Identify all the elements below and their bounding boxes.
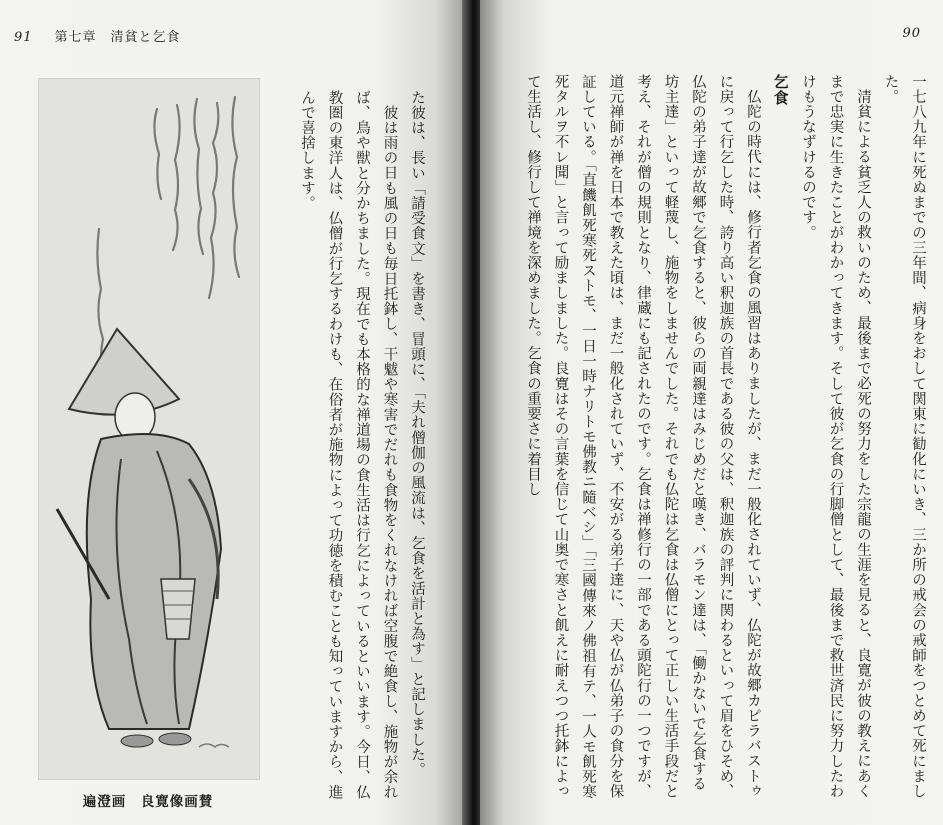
left-page-header bbox=[14, 26, 181, 45]
paragraph: 仏陀の時代には、修行者乞食の風習はありましたが、まだ一般化されていず、仏陀が故郷カピラバストゥに戻って行乞した時、誇り高い釈迦族の首長である彼の父は、釈迦族の評判に関わるといって眉をひそめ、仏陀の弟子達が故郷で乞食すると、彼らの両親達はみじめだと嘆き、バラモン達は、「働かないで乞食する坊主達」といって軽蔑し、施物をしませんでした。それでも仏陀は乞食は仏僧にとって正しい生活手段だと考え、それが僧の規則となり、律蔵にも記されたのです。乞食は禅修行の一部である頭陀行の一つですが、道元禅師が禅を日本で教えた頃は、まだ一般化されていず、不安がる弟子達に、天や仏が仏弟子の食分を保証している。「直饑飢死寒死ストモ、一日一時ナリトモ佛教ニ隨ベシ」「三國傳來ノ佛祖有テ、一人モ飢死寒死タルヲ不レ聞」と言って励ましました。良寛はその言葉を信じて山奥で寒さと飢えに耐えつつ托鉢によって生活し、修行して禅境を深めました。乞食の重要さに着目し bbox=[525, 74, 761, 800]
portrait-illustration bbox=[38, 78, 260, 780]
right-body-text bbox=[519, 74, 932, 804]
paragraph: た彼は、長い「請受食文」を書き、冒頭に、「夫れ僧伽の風流は、乞食を活計と為す」と記しました。 bbox=[409, 90, 425, 778]
left-page-number: 91 bbox=[14, 30, 33, 45]
left-page bbox=[0, 0, 468, 825]
illustration-caption: 遍澄画 良寛像画賛 bbox=[82, 794, 214, 810]
chapter-title: 第七章 清貧と乞食 bbox=[54, 30, 181, 45]
right-page bbox=[480, 0, 943, 825]
paragraph: 彼は雨の日も風の日も毎日托鉢し、干魃や寒害でだれも食物をくれなければ空腹で絶食し、施物が余れば、鳥や獣と分かちました。現在でも本格的な禅道場の食生活は行乞によっているといいます。今日、仏教圏の東洋人は、仏僧が行乞するわけも、在俗者が施物によって功徳を積むことも知っていますから、進んで喜捨します。 bbox=[299, 90, 398, 800]
right-page-number: 90 bbox=[902, 26, 921, 41]
right-page-header bbox=[902, 26, 921, 41]
section-heading: 乞食 bbox=[771, 74, 790, 106]
left-body-text bbox=[293, 90, 431, 800]
paragraph: 一七八九年に死ぬまでの三年間、病身をおして関東に勧化にいき、三か所の戒会の戒師をつとめて死にました。 bbox=[882, 74, 926, 799]
paragraph: 清貧による貧乏人の救いのため、最後まで必死の努力をした宗龍の生涯を見ると、良寛が彼の教えにあくまで忠実に生きたことがわかってきます。そして彼が乞食の行脚僧として、最後まで救世済民に努力したわけもうなずけるのです。 bbox=[800, 74, 871, 799]
